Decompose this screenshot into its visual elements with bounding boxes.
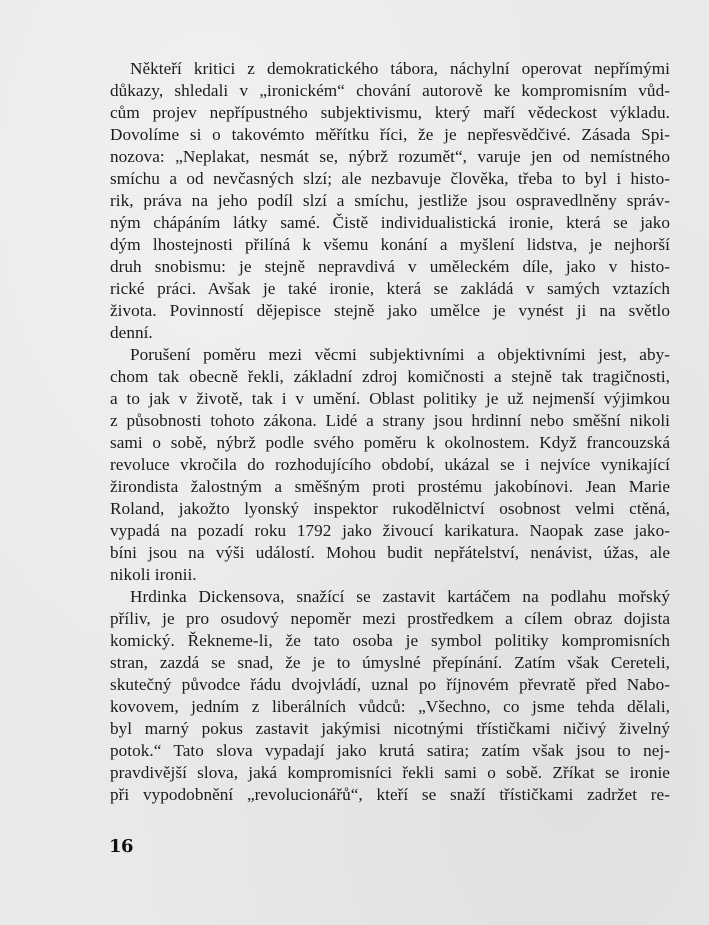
text-line: chom tak obecně řekli, základní zdroj komičnosti a stejně tak tragičnosti, xyxy=(110,367,670,386)
text-line: Roland, jakožto lyonský inspektor rukodělnictví osobnost velmi ctěná, xyxy=(110,499,670,518)
text-line: dým lhostejnosti přilíná k všemu konání a myšlení lidstva, je nejhorší xyxy=(110,235,670,254)
text-line: komický. Řekneme-li, že tato osoba je symbol politiky kompromisních xyxy=(110,631,670,650)
text-line: při vypodobnění „revolucionářů“, kteří se snaží třístičkami zadržet re- xyxy=(110,785,670,804)
text-line: Hrdinka Dickensova, snažící se zastavit kartáčem na podlahu mořský xyxy=(130,587,670,606)
paragraph-1 xyxy=(110,58,670,344)
paragraph-2 xyxy=(110,344,670,586)
text-line: rické práci. Avšak je také ironie, která se zakládá v samých vztazích xyxy=(110,279,670,298)
text-line: cům projev nepřípustného subjektivismu, který maří vědeckost výkladu. xyxy=(110,103,670,122)
text-line: byl marný pokus zastavit jakýmisi nicotnými třístičkami ničivý živelný xyxy=(110,719,670,738)
text-line: vypadá na pozadí roku 1792 jako živoucí karikatura. Naopak zase jako- xyxy=(110,521,670,540)
text-line: z působnosti tohoto zákona. Lidé a strany jsou hrdinní nebo směšní nikoli xyxy=(110,411,670,430)
text-line: nozova: „Neplakat, nesmát se, nýbrž rozumět“, varuje jen od nemístného xyxy=(110,147,670,166)
text-line: sami o sobě, nýbrž podle svého poměru k okolnostem. Když francouzská xyxy=(110,433,670,452)
page-number: 16 xyxy=(109,836,134,857)
text-line: nikoli ironii. xyxy=(110,565,197,584)
text-line: Dovolíme si o takovémto měřítku říci, že je nepřesvědčivé. Zásada Spi- xyxy=(110,125,670,144)
text-line: pravdivější slova, jaká kompromisníci řekli sami o sobě. Zříkat se ironie xyxy=(110,763,670,782)
text-line: a to jak v životě, tak i v umění. Oblast politiky je už nejmenší výjimkou xyxy=(110,389,670,408)
text-line: bíni jsou na výši událostí. Mohou budit nepřátelství, nenávist, úžas, ale xyxy=(110,543,670,562)
text-line: žirondista žalostným a směšným proti prostému jakobínovi. Jean Marie xyxy=(110,477,670,496)
text-line: revoluce vkročila do rozhodujícího období, ukázal se i nejvíce vynikající xyxy=(110,455,670,474)
text-line: smíchu a od nevčasných slzí; ale nezbavuje člověka, třeba to byl i histo- xyxy=(110,169,670,188)
paragraph-3 xyxy=(110,586,670,806)
text-line: života. Povinností dějepisce stejně jako umělce je vynést ji na světlo xyxy=(110,301,670,320)
text-line: rik, práva na jeho podíl slzí a smíchu, jestliže jsou ospravedlněny správ- xyxy=(110,191,670,210)
text-line: Někteří kritici z demokratického tábora, náchylní operovat nepřímými xyxy=(130,59,670,78)
text-line: skutečný původce řádu dvojvládí, uznal po říjnovém převratě před Nabo- xyxy=(110,675,670,694)
text-line: důkazy, shledali v „ironickém“ chování autorově ke kompromisním vůd- xyxy=(110,81,670,100)
text-line: příliv, je pro osudový nepoměr mezi prostředkem a cílem obraz dojista xyxy=(110,609,670,628)
text-line: kovovem, jedním z liberálních vůdců: „Všechno, co jsme tehda dělali, xyxy=(110,697,670,716)
text-line: potok.“ Tato slova vypadají jako krutá satira; zatím však jsou to nej- xyxy=(110,741,670,760)
text-line: ným chápáním látky samé. Čistě individualistická ironie, která se jako xyxy=(110,213,670,232)
text-line: Porušení poměru mezi věcmi subjektivními a objektivními jest, aby- xyxy=(130,345,670,364)
text-line: stran, zazdá se snad, že je to úmyslné přepínání. Zatím však Cereteli, xyxy=(110,653,670,672)
text-line: druh snobismu: je stejně nepravdivá v uměleckém díle, jako v histo- xyxy=(110,257,670,276)
text-line: denní. xyxy=(110,323,153,342)
book-page-body xyxy=(110,58,670,806)
